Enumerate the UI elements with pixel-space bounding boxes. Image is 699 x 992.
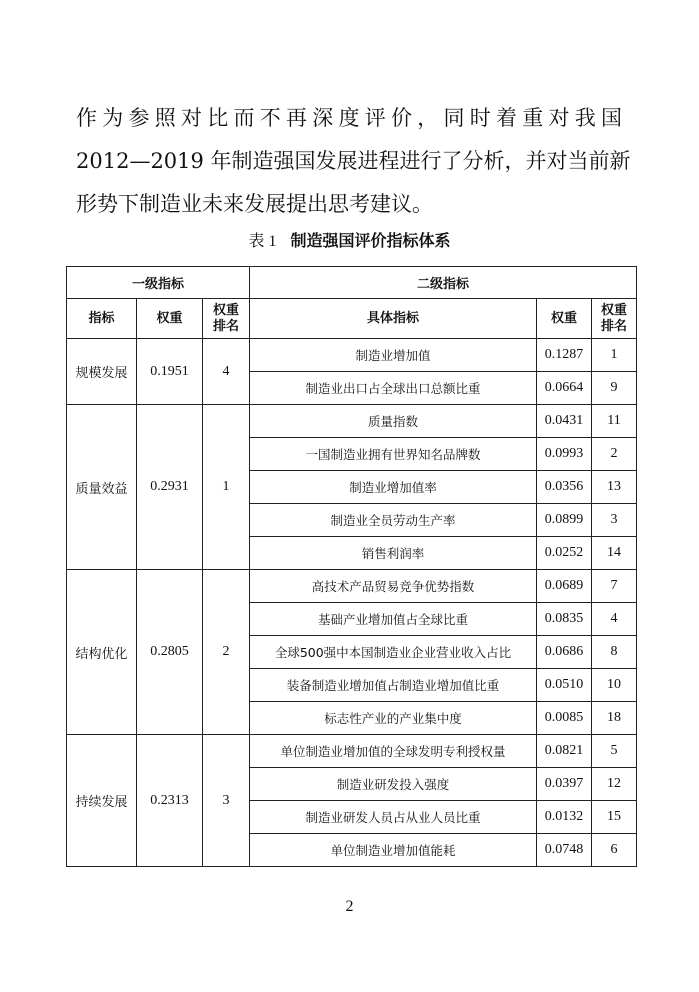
item-rank: 1: [592, 339, 637, 372]
item-weight: 0.0397: [537, 768, 592, 801]
item-name: 高技术产品贸易竞争优势指数: [250, 570, 537, 603]
item-weight: 0.0993: [537, 438, 592, 471]
header-specific: 具体指标: [250, 299, 537, 339]
group-rank: 2: [203, 570, 250, 735]
item-rank: 7: [592, 570, 637, 603]
paragraph-line-3: 形势下制造业未来发展提出思考建议。: [76, 192, 433, 216]
item-name: 单位制造业增加值的全球发明专利授权量: [250, 735, 537, 768]
header-level2: 二级指标: [250, 267, 637, 299]
item-rank: 5: [592, 735, 637, 768]
table-row: [67, 570, 637, 603]
header-level1: 一级指标: [67, 267, 250, 299]
item-weight: 0.0686: [537, 636, 592, 669]
item-rank: 11: [592, 405, 637, 438]
group-rank: 1: [203, 405, 250, 570]
item-name: 制造业出口占全球出口总额比重: [250, 372, 537, 405]
page-number: 2: [345, 898, 354, 915]
item-weight: 0.0689: [537, 570, 592, 603]
item-rank: 15: [592, 801, 637, 834]
item-weight: 0.0821: [537, 735, 592, 768]
item-rank: 9: [592, 372, 637, 405]
item-weight: 0.0664: [537, 372, 592, 405]
item-rank: 3: [592, 504, 637, 537]
item-weight: 0.0835: [537, 603, 592, 636]
item-name: 标志性产业的产业集中度: [250, 702, 537, 735]
item-name: 装备制造业增加值占制造业增加值比重: [250, 669, 537, 702]
item-rank: 2: [592, 438, 637, 471]
item-name: 制造业研发人员占从业人员比重: [250, 801, 537, 834]
item-weight: 0.1287: [537, 339, 592, 372]
item-name: 全球500强中本国制造业企业营业收入占比: [250, 636, 537, 669]
item-rank: 6: [592, 834, 637, 867]
header-rank-line2: 排名: [212, 318, 239, 334]
group-rank: 4: [203, 339, 250, 405]
item-rank: 18: [592, 702, 637, 735]
item-weight: 0.0510: [537, 669, 592, 702]
item-rank: 12: [592, 768, 637, 801]
item-name: 制造业增加值: [250, 339, 537, 372]
indicator-table: [66, 266, 637, 867]
group-name: 规模发展: [67, 339, 137, 405]
group-weight: 0.2805: [137, 570, 203, 735]
item-name: 制造业研发投入强度: [250, 768, 537, 801]
table-caption: [0, 228, 699, 251]
header-rank-line1: 权重: [212, 302, 239, 318]
item-name: 基础产业增加值占全球比重: [250, 603, 537, 636]
group-weight: 0.1951: [137, 339, 203, 405]
header-sub-rank-line1: 权重: [600, 302, 627, 318]
header-rank: [203, 299, 250, 339]
item-name: 一国制造业拥有世界知名品牌数: [250, 438, 537, 471]
item-name: 制造业增加值率: [250, 471, 537, 504]
header-weight: 权重: [137, 299, 203, 339]
header-sub-rank: [592, 299, 637, 339]
table-row: [67, 339, 637, 372]
item-weight: 0.0356: [537, 471, 592, 504]
group-name: 结构优化: [67, 570, 137, 735]
item-weight: 0.0431: [537, 405, 592, 438]
header-indicator: 指标: [67, 299, 137, 339]
item-name: 单位制造业增加值能耗: [250, 834, 537, 867]
item-name: 质量指数: [250, 405, 537, 438]
item-weight: 0.0252: [537, 537, 592, 570]
group-weight: 0.2931: [137, 405, 203, 570]
item-name: 制造业全员劳动生产率: [250, 504, 537, 537]
group-name: 持续发展: [67, 735, 137, 867]
item-rank: 13: [592, 471, 637, 504]
item-weight: 0.0085: [537, 702, 592, 735]
item-weight: 0.0899: [537, 504, 592, 537]
item-rank: 10: [592, 669, 637, 702]
item-weight: 0.0132: [537, 801, 592, 834]
group-name: 质量效益: [67, 405, 137, 570]
paragraph-line-2: 2012—2019 年制造强国发展进程进行了分析，并对当前新: [76, 149, 631, 173]
paragraph-line-1: 作为参照对比而不再深度评价，同时着重对我国: [76, 106, 624, 130]
table-row: [67, 405, 637, 438]
table-number: 表 1: [248, 233, 277, 250]
item-name: 销售利润率: [250, 537, 537, 570]
header-sub-rank-line2: 排名: [600, 318, 627, 334]
table-body: [67, 339, 637, 867]
item-rank: 8: [592, 636, 637, 669]
group-rank: 3: [203, 735, 250, 867]
item-rank: 4: [592, 603, 637, 636]
header-sub-weight: 权重: [537, 299, 592, 339]
table-row: [67, 735, 637, 768]
item-rank: 14: [592, 537, 637, 570]
table-title: 制造强国评价指标体系: [290, 231, 451, 250]
item-weight: 0.0748: [537, 834, 592, 867]
group-weight: 0.2313: [137, 735, 203, 867]
